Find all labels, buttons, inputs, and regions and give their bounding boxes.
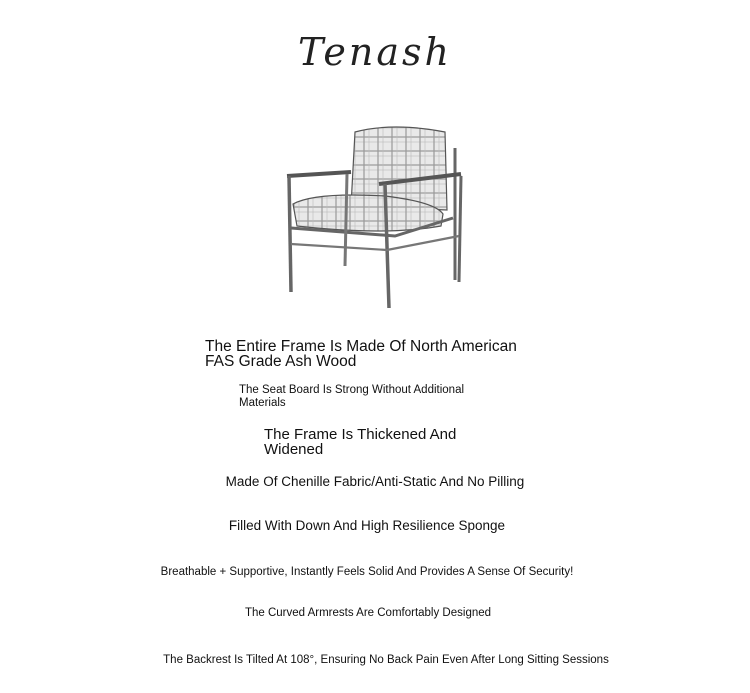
feature-6: Breathable + Supportive, Instantly Feels Solid And Provides A Sense Of Security! bbox=[160, 566, 574, 578]
feature-8: The Backrest Is Tilted At 108°, Ensuring No Back Pain Even After Long Sitting Sessions bbox=[163, 654, 609, 666]
feature-2: The Seat Board Is Strong Without Additional Materials bbox=[239, 384, 465, 409]
armchair-illustration bbox=[275, 118, 475, 313]
feature-3: The Frame Is Thickened And Widened bbox=[264, 426, 457, 458]
feature-7: The Curved Armrests Are Comfortably Designed bbox=[244, 607, 492, 619]
feature-1: The Entire Frame Is Made Of North American FAS Grade Ash Wood bbox=[205, 338, 517, 370]
feature-5: Filled With Down And High Resilience Sponge bbox=[228, 518, 506, 533]
feature-4: Made Of Chenille Fabric/Anti-Static And No Pilling bbox=[225, 474, 525, 489]
brand-logo: Tenash bbox=[298, 30, 452, 74]
